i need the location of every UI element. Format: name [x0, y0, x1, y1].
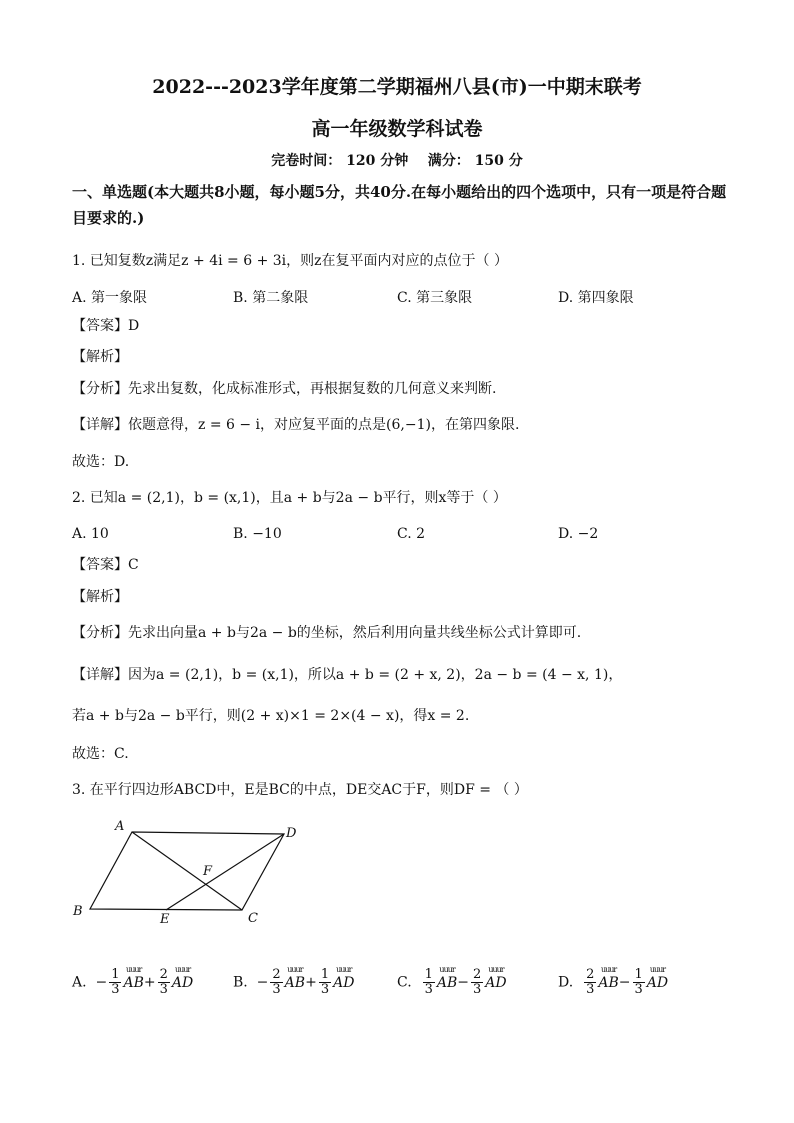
- q2-answer: 【答案】C: [72, 557, 139, 573]
- fraction: $\frac{2}{3}$: [473, 967, 482, 997]
- q2-option-b: B. −10: [233, 526, 282, 542]
- q1-option-d: D. 第四象限: [558, 290, 634, 306]
- q3-option-a: A. − $\frac{1}{3}$ uuur AB+ $\frac{2}{3}$ uuur AD: [72, 964, 194, 997]
- q1-conclusion: 故选：D.: [72, 454, 130, 470]
- q1-option-c: C. 第三象限: [397, 290, 473, 306]
- label-e: E: [160, 912, 170, 927]
- q1-option-b: B. 第二象限: [233, 290, 309, 306]
- q3-stem: 3. 在平行四边形ABCD中，E是BC的中点，DE交AC于F，则DF = （ ）: [72, 782, 528, 798]
- q3-option-d: D. $\frac{2}{3}$ uuur AB− $\frac{1}{3}$ uuur AD: [558, 964, 669, 997]
- q2-xiangjie: 【详解】因为a = (2,1)，b = (x,1)，所以a + b = (2 + x, 2)，2a − b = (4 − x, 1)，: [72, 667, 623, 683]
- q1-answer: 【答案】D: [72, 318, 140, 334]
- label-d: D: [286, 826, 297, 841]
- q2-stem: 2. 已知a = (2,1)，b = (x,1)，且a + b与2a − b平行，则x等于（ ）: [72, 490, 507, 506]
- label-f: F: [203, 864, 213, 879]
- q1-jiexi: 【解析】: [72, 349, 128, 365]
- q3-option-c: C. $\frac{1}{3}$ uuur AB− $\frac{2}{3}$ uuur AD: [397, 964, 507, 997]
- fraction: $\frac{1}{3}$: [320, 967, 330, 997]
- vector-ad: uuur AD: [485, 964, 507, 991]
- label-a: A: [115, 819, 125, 834]
- q1-option-a: A. 第一象限: [72, 290, 148, 306]
- q2-fenxi: 【分析】先求出向量a + b与2a − b的坐标，然后利用向量共线坐标公式计算即可.: [72, 625, 582, 641]
- vector-ad: uuur AD: [333, 964, 355, 991]
- q2-option-a: A. 10: [72, 526, 109, 542]
- q1-xiangjie: 【详解】依题意得，z = 6 − i，对应复平面的点是(6,−1)，在第四象限.: [72, 417, 520, 433]
- parallelogram-figure: [70, 812, 320, 932]
- q2-xiangjie-line2: 若a + b与2a − b平行，则(2 + x)×1 = 2×(4 − x)，得x = 2.: [72, 708, 470, 724]
- q2-jiexi: 【解析】: [72, 589, 128, 605]
- exam-subtitle: 高一年级数学科试卷: [311, 118, 483, 140]
- vector-ad: uuur AD: [171, 964, 194, 991]
- vector-ab: uuur AB: [284, 964, 306, 991]
- vector-ab: uuur AB: [436, 964, 458, 991]
- label-c: C: [248, 911, 258, 926]
- fraction: $\frac{1}{3}$: [111, 967, 120, 997]
- vector-ab: uuur AB: [123, 964, 144, 991]
- fraction: $\frac{1}{3}$: [634, 967, 643, 997]
- q3-option-b: B. − $\frac{2}{3}$ uuur AB+ $\frac{1}{3}$ uuur AD: [233, 964, 355, 997]
- fraction: $\frac{2}{3}$: [159, 967, 168, 997]
- exam-title: 2022---2023学年度第二学期福州八县(市)一中期末联考: [152, 76, 642, 98]
- label-b: B: [73, 904, 83, 919]
- fraction: $\frac{2}{3}$: [586, 967, 595, 997]
- section-heading: 一、单选题(本大题共8小题，每小题5分，共40分.在每小题给出的四个选项中，只有一项是符合题目要求的.): [72, 183, 727, 227]
- q1-fenxi: 【分析】先求出复数，化成标准形式，再根据复数的几何意义来判断.: [72, 381, 497, 397]
- fraction: $\frac{2}{3}$: [272, 967, 281, 997]
- q1-stem: 1. 已知复数z满足z + 4i = 6 + 3i，则z在复平面内对应的点位于（ ）: [72, 253, 508, 269]
- q2-option-d: D. −2: [558, 526, 599, 542]
- q2-option-c: C. 2: [397, 526, 426, 542]
- vector-ab: uuur AB: [598, 964, 619, 991]
- q2-conclusion: 故选：C.: [72, 746, 129, 762]
- vector-ad: uuur AD: [646, 964, 669, 991]
- fraction: $\frac{1}{3}$: [424, 967, 433, 997]
- exam-info: 完卷时间： 120 分钟 满分： 150 分: [271, 153, 523, 169]
